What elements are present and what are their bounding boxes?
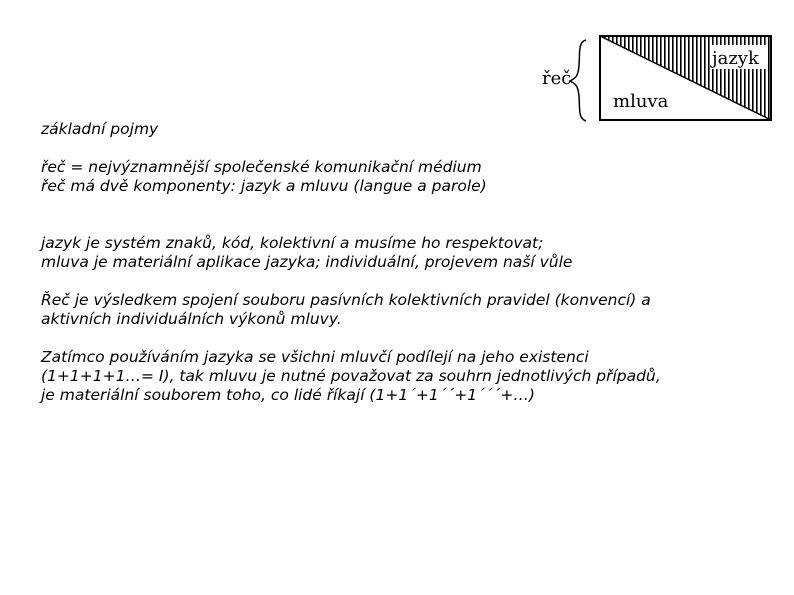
definition-line-1: řeč = nejvýznamnější společenské komunikační médium	[41, 158, 482, 176]
jazyk-mluva-line-1: jazyk je systém znaků, kód, kolektivní a musíme ho respektovat;	[41, 234, 544, 252]
usage-line-3: je materiální souborem toho, co lidé říkají (1+1´+1´´+1´´´+…)	[41, 386, 535, 404]
rec-label: řeč	[542, 68, 572, 89]
rec-diagram	[520, 28, 780, 128]
rec-diagram-figure	[520, 28, 780, 128]
mluva-label: mluva	[613, 91, 669, 112]
jazyk-label: jazyk	[712, 48, 759, 69]
rec-result-line-1: Řeč je výsledkem spojení souboru pasívních kolektivních pravidel (konvencí) a	[41, 291, 651, 309]
rec-result-line-2: aktivních individuálních výkonů mluvy.	[41, 310, 342, 328]
usage-line-2: (1+1+1+1…= I), tak mluvu je nutné považovat za souhrn jednotlivých případů,	[41, 367, 661, 385]
definition-line-2: řeč má dvě komponenty: jazyk a mluvu (langue a parole)	[41, 177, 487, 195]
heading-basic-concepts: základní pojmy	[41, 120, 159, 138]
usage-line-1: Zatímco používáním jazyka se všichni mluvčí podílejí na jeho existenci	[41, 348, 589, 366]
slide-body	[41, 120, 761, 405]
jazyk-mluva-line-2: mluva je materiální aplikace jazyka; individuální, projevem naší vůle	[41, 253, 573, 271]
curly-brace	[570, 40, 586, 121]
